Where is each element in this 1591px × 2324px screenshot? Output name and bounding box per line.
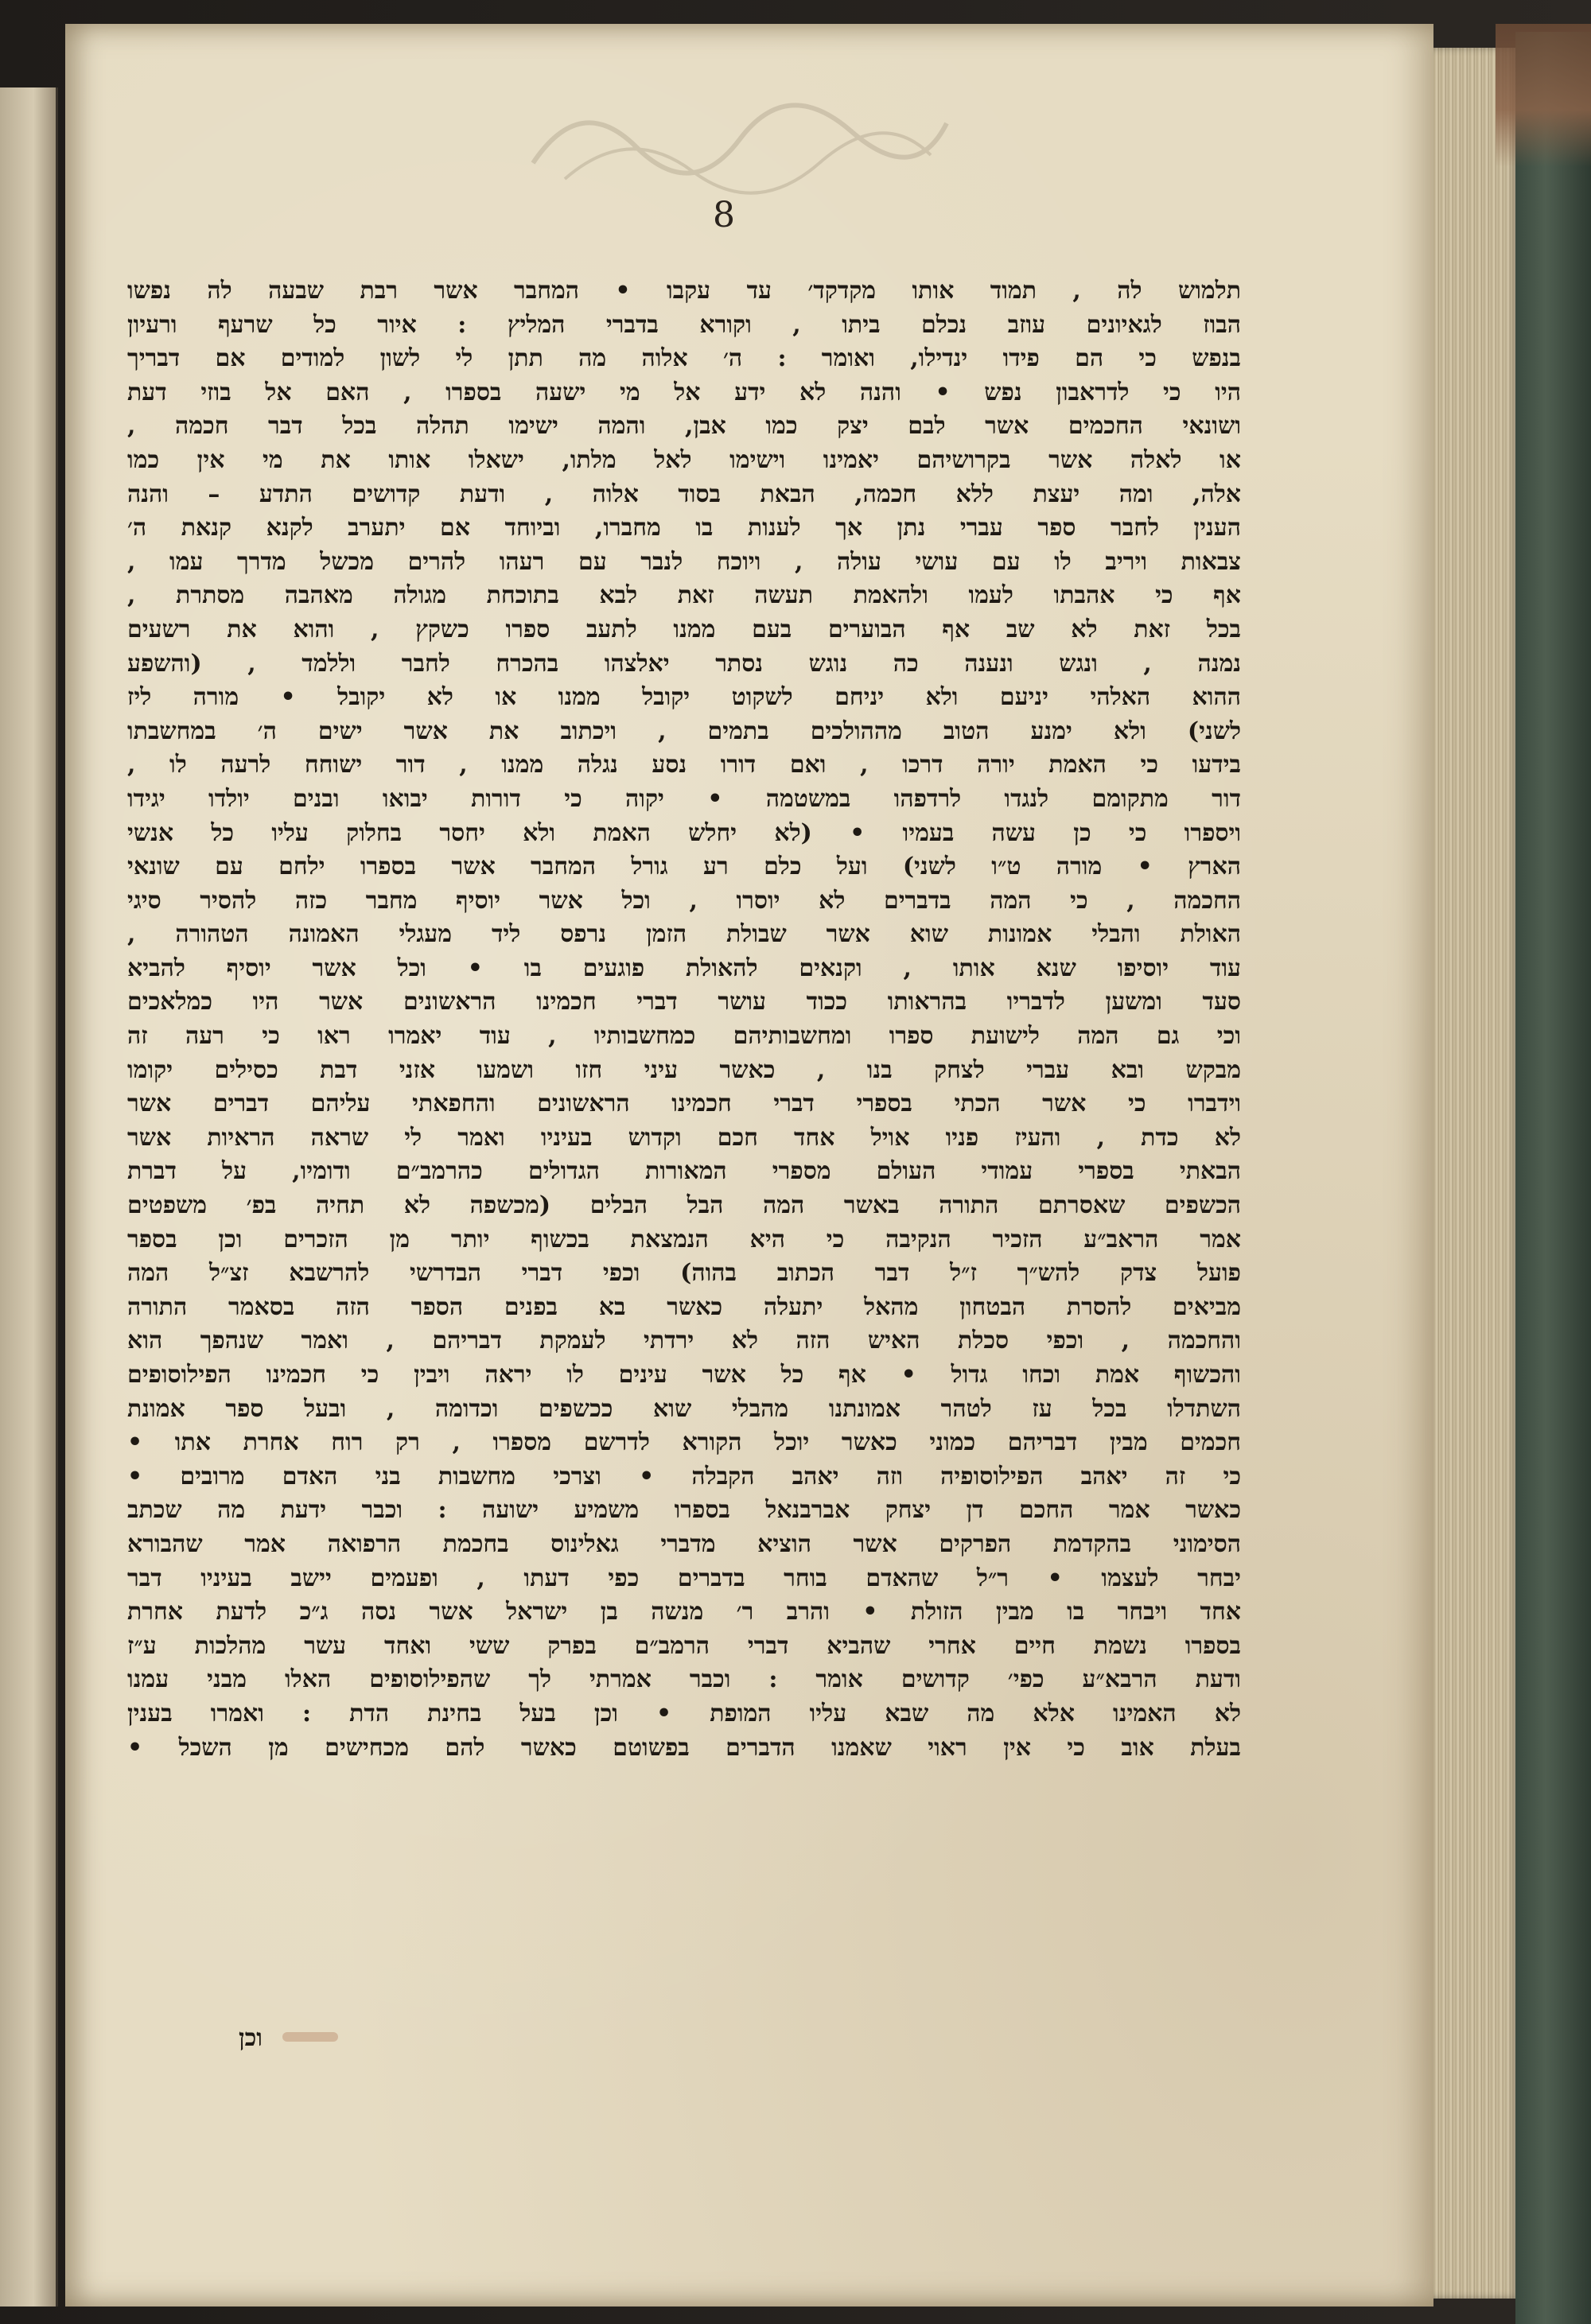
text-line: לשני) ולא ימנע הטוב מההולכים בתמים , ויכתוב את אשר ישים ה׳ במחשבתו <box>127 717 1241 745</box>
text-line: אחד ויבחר בו מבין הזולת • והרב ר׳ מנשה בן ישראל אשר נסה ג״כ לדעת אחרת <box>127 1598 1241 1626</box>
text-line: השתדלו בכל עז לטהר אמונתנו מהבלי שוא ככשפים וכדומה , ובעל ספר אמונת <box>127 1394 1241 1423</box>
catchword: וכן <box>239 2024 263 2052</box>
text-line: בעלת אוב כי אין ראוי שאמנו הדברים בפשוטם כאשר להם מכחישים מן השכל • <box>127 1733 1241 1762</box>
book-binding <box>1515 32 1591 2324</box>
ink-smudge <box>282 2032 338 2042</box>
text-line: וידברו כי אשר הכתי בספרי דברי חכמינו הראשונים והחפאתי עליהם דברים אשר <box>127 1090 1241 1118</box>
faded-stamp-mark <box>517 76 963 195</box>
text-line: אף כי אהבתו לעמו ולהאמת תעשה זאת לבא בתוכחת מגולה מאהבה מסתרת , <box>127 581 1241 610</box>
text-line: ויספרו כי כן עשה בעמיו • (לא יחלש האמת ולא יחסר בחלוק עליו כל אנשי <box>127 818 1241 847</box>
text-line: היו כי לדראבון נפש • והנה לא ידע אל מי ישעה בספרו , האם אל בוזי דעת <box>127 378 1241 406</box>
body-text <box>127 274 1241 1765</box>
text-line: הכשפים שאסרתם התורה באשר המה הבל הבלים (מכשפה לא תחיה בפ׳ משפטים <box>127 1191 1241 1220</box>
text-line: הענין לחבר ספר עברי נתן אך לענות בו מחברו, וביוחד אם יתערב לקנא קנאת ה׳ <box>127 514 1241 542</box>
text-line: הבוז לגאיונים עוזב נכלם ביתו , וקורא בדברי המליץ : איור כל שרעף ורעיון <box>127 310 1241 339</box>
text-line: לא האמינו אלא מה שבא עליו המופת • וכן בעל בחינת הדת : ואמרו בענין <box>127 1699 1241 1727</box>
text-line: צבאות ויריב לו עם עושי עולה , ויוכח לנבר עם רעהו להרים מכשל מדרך עמו , <box>127 547 1241 576</box>
text-line: דור מתקומם לנגדו לרדפהו במשטמה • יקוה כי דורות יבואו ובנים יולדו יגידו <box>127 784 1241 813</box>
text-line: בכל זאת לא שב אף הבוערים בעם ממנו לתעב ספרו כשקץ , והוא את רשעים <box>127 615 1241 643</box>
text-line: בספרו נשמת חיים אחרי שהביא דברי הרמב״ם בפרק ששי ואחד עשר מהלכות ע״ז <box>127 1631 1241 1660</box>
text-line: או לאלה אשר בקרושיהם יאמינו וישימו לאל מלתו, ישאלו אותו את מי אין כמו <box>127 445 1241 474</box>
text-line: מביאים להסרת הבטחון מהאל יתעלה כאשר בא בפנים הספר הזה בסאמר התורה <box>127 1292 1241 1321</box>
text-line: החכמה , כי המה בדברים לא יוסרו , וכל אשר יוסיף מחבר כזה להסיר סיגי <box>127 886 1241 915</box>
text-line: האולת והבלי אמונות שוא אשר שבולת הזמן נרפס ליד מעגלי האמונה הטהורה , <box>127 920 1241 949</box>
text-line: בנפש כי הם פידו ינדילו, ואומר : ה׳ אלוה מה תתן לי לשון למודים אם דבריך <box>127 344 1241 373</box>
text-line: נמנה , ונגש ונענה כה נוגש נסתר יאלצהו בהכרח לחבר וללמד , (והשפע <box>127 649 1241 678</box>
text-line: סעד ומשען לדבריו בהראותו ככוד עושר דברי חכמינו הראשונים אשר היו כמלאכים <box>127 988 1241 1016</box>
text-line: ההוא האלהי יניעם ולא יניחם לשקוט יקובל ממנו או לא יקובל • מורה ליז <box>127 683 1241 712</box>
page-block-edges <box>1432 48 1519 2299</box>
previous-page-edge <box>0 87 58 2307</box>
text-line: מבקש ובא עברי לצחק בנו , כאשר עיני חזו ושמעו אזני דבת כסילים יקומו <box>127 1055 1241 1084</box>
text-line: לא כדת , והעיז פניו אויל אחד חכם וקדוש בעיניו ואמר לי שראה הראיות אשר <box>127 1123 1241 1152</box>
text-line: וכי גם המה לישועת ספרו ומחשבותיהם כמחשבותיו , עוד יאמרו ראו כי רעה זה <box>127 1022 1241 1051</box>
text-line: אלה, ומה יעצת ללא חכמה, הבאת בסוד אלוה , ודעת קדושים התדע – והנה <box>127 480 1241 508</box>
binding-wear <box>1496 24 1591 167</box>
text-line: חכמים מבין דבריהם כמוני כאשר יוכל הקורא לדרשם מספרו , רק רוח אחרת אתו • <box>127 1428 1241 1457</box>
text-line: יבחר לעצמו • ר״ל שהאדם בוחר בדברים כפי דעתו , ופעמים יישב בעיניו דבר <box>127 1564 1241 1592</box>
text-line: והכשוף אמת וכחו גדול • אף כל אשר עינים לו יראה ויבין כי חכמינו הפילוסופים <box>127 1361 1241 1389</box>
text-line: תלמוש לה , תמוד אותו מקדקד׳ עד עקבו • המחבר אשר רבת שבעה לה נפשו <box>127 277 1241 305</box>
text-line: עוד יוסיפו שנא אותו , וקנאים להאולת פוגעים בו • וכל אשר יוסיף להביא <box>127 954 1241 982</box>
text-line: כי זה יאהב הפילוסופיה וזה יאהב הקבלה • וצרכי מחשבות בני האדם מרובים • <box>127 1462 1241 1490</box>
text-line: הארץ • מורה ט״ו לשני) ועל כלם רע גורל המחבר אשר בספרו ילחם עם שונאי <box>127 853 1241 881</box>
text-line: ודעת הרבא״ע כפי׳ קדושים אומר : וכבר אמרתי לך שהפילוסופים האלו מבני עמנו <box>127 1665 1241 1694</box>
text-line: פועל צדק להש״ך ז״ל דבר הכתוב בהוה) וכפי דברי הבדרשי להרשבא זצ״ל המה <box>127 1259 1241 1288</box>
text-line: הבאתי בספרי עמודי העולם מספרי המאורות הגדולים כהרמב״ם ודומיו, על דברת <box>127 1157 1241 1186</box>
text-line: כאשר אמר החכם דן יצחק אברבנאל בספרו משמיע ישועה : וכבר ידעת מה שכתב <box>127 1496 1241 1525</box>
text-line: אמר הראב״ע הזכיר הנקיבה כי היא הנמצאת בכשוף יותר מן הזכרים וכן בספר <box>127 1225 1241 1253</box>
text-line: הסימוני בהקדמת הפרקים אשר הוציא מדברי גאלינוס בחכמת הרפואה אמר שהבורא <box>127 1529 1241 1558</box>
page-number: 8 <box>713 195 735 235</box>
text-line: ושונאי החכמים אשר לבם יצק כמו אבן, והמה ישימו תהלה בכל דבר חכמה , <box>127 412 1241 441</box>
text-line: והחכמה , וכפי סכלת האיש הזה לא ירדתי לעמקת דבריהם , ואמר שנהפך הוא <box>127 1327 1241 1355</box>
text-line: בידעו כי האמת יורה דרכו , ואם דורו נסע נגלה ממנו , דור ישוחח לרעה לו , <box>127 751 1241 779</box>
